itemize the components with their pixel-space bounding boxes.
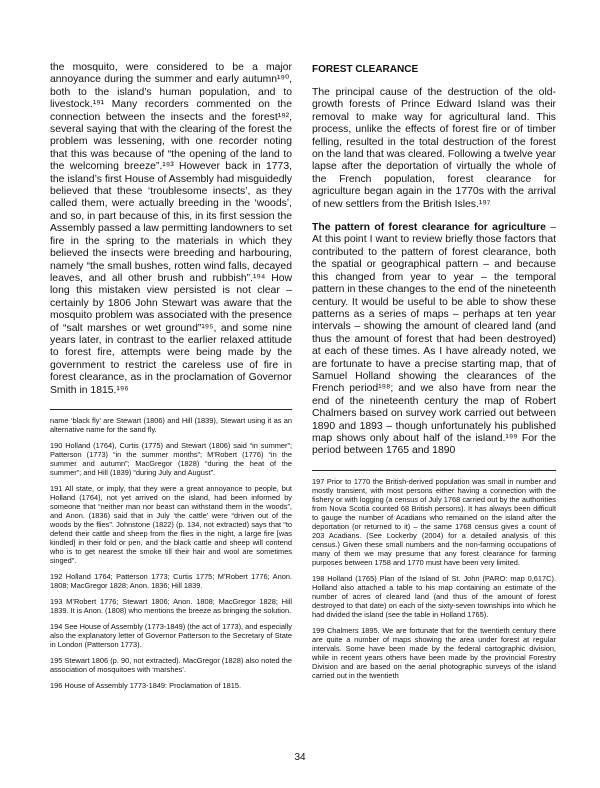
footnote-192: 192 Holland 1764; Patterson 1773; Curtis 1775; M’Robert 1776; Anon. 1808; MacGregor 1828; Anon. 1836; Hill 1839. <box>50 571 292 590</box>
page-number: 34 <box>294 752 306 763</box>
right-paragraph-1: The principal cause of the destruction of the old-growth forests of Prince Edward Island was their removal to make way for agricultural land. This process, unlike the effects of forest fire or of timber felling, resulted in the total destruction of the forest on the land that was cleared. Following a twelve year lapse after the deportation of virtually the whole of the French population, forest clearance for agriculture began again in the 1770s with the arrival of new settlers from the British Isles.¹⁹⁷ <box>312 87 556 210</box>
left-body-paragraph: the mosquito, were considered to be a major annoyance during the summer and early autumn¹⁹⁰, both to the island’s human population, and to livestock.¹⁹¹ Many recorders commented on the connection between the insects and the forest¹⁹², several saying that with the clearing of the forest the problem was lessening, with one recorder noting that this was because of “the opening of the land to the welcoming breeze”.¹⁹³ However back in 1773, the island’s first House of Assembly had misguidedly believed that these ‘troublesome insects’, as they called them, were actually breeding in the ‘woods’, and so, in part because of this, in its first session the Assembly passed a law permitting landowners to set fire in the spring to the materials in which they believed the insects were breeding and harbouring, namely “the small bushes, rotten wind falls, decayed leaves, and all other brush and rubbish”.¹⁹⁴ How long this mistaken view persisted is not clear – certainly by 1806 John Stewart was aware that the mosquito problem was associated with the presence of “salt marshes or wet ground”¹⁹⁵, and some nine years later, in contrast to the earlier relaxed attitude to forest fire, attempts were being made by the government to restrict the careless use of fire in forest clearance, as in the proclamation of Governor Smith in 1815.¹⁹⁶ <box>50 62 292 396</box>
right-column <box>312 62 556 687</box>
footnote-193: 193 M’Robert 1776; Stewart 1806; Anon. 1808; MacGregor 1828; Hill 1839. It is Anon. (1808) who mentions the breeze as bringing the solution. <box>50 596 292 615</box>
section-heading: FOREST CLEARANCE <box>312 64 419 75</box>
footnote-190: 190 Holland (1764), Curtis (1775) and Stewart (1806) said “in summer”; Patterson (1773) “in the summer months”; M’Robert (1776) “in the summer and autumn”; MacGregor (1828) “during the heat of the summer”; and Hill (1839) “during July and August”. <box>50 440 292 477</box>
footnote-196: 196 House of Assembly 1773-1849: Proclamation of 1815. <box>50 680 242 690</box>
footnote-continued: name ‘black fly’ are Stewart (1806) and Hill (1839), Stewart using it as an alternative name for the sand fly. <box>50 415 292 434</box>
footnote-divider <box>50 409 292 410</box>
footnote-199: 199 Chalmers 1895. We are fortunate that for the twentieth century there are quite a number of maps showing the area under forest at regular intervals. Some have been made by the federal cartographic division, while in recent years others have been made by the provincial Forestry Division and are based on the aerial photographic surveys of the island carried out in the twentieth <box>312 625 556 680</box>
footnote-195: 195 Stewart 1806 (p. 90, not extracted). MacGregor (1828) also noted the association of mosquitoes with ‘marshes’. <box>50 655 292 674</box>
right-paragraph-2 <box>312 222 556 458</box>
footnote-divider-right <box>312 470 556 471</box>
right-paragraph-2-text: – At this point I want to review briefly those factors that contributed to the pattern of forest clearance, both the spatial or geographical pattern – and because this changed from year to year – the temporal pattern in these changes to the end of the nineteenth century. It would be useful to be able to show these patterns as a series of maps – perhaps at ten year intervals – showing the amount of cleared land (and thus the amount of forest that had been destroyed) at each of these times. As I have already noted, we are fortunate to have a precise starting map, that of Samuel Holland showing the clearances of the French period¹⁹⁸; and we also have from near the end of the nineteenth century the map of Robert Chalmers based on survey work carried out between 1890 and 1893 – though unfortunately his published map shows only about half of the island.¹⁹⁹ For the period between 1765 and 1890 <box>312 222 557 457</box>
subheading-inline: The pattern of forest clearance for agriculture <box>312 222 546 234</box>
footnote-197: 197 Prior to 1770 the British-derived population was small in number and mostly transient, with most persons either having a connection with the fishery or with logging (a census of July 1768 carried out by the authorities from Nova Scotia counted 68 British persons). It has always been difficult to gauge the number of Acadians who remained on the island after the deportation (or returned to it) – the same 1768 census gives a count of 203 Acadians. (See Lockerby (2004) for a detailed analysis of this census.) Given these small numbers and the non-farming occupations of many of them we may presume that any forest clearance for farming purposes between 1758 and 1770 must have been very limited. <box>312 476 556 567</box>
footnote-194: 194 See House of Assembly (1773-1849) (the act of 1773), and especially also the explanatory letter of Governor Patterson to the Secretary of State in London (Patterson 1773). <box>50 621 292 649</box>
footnote-191: 191 All state, or imply, that they were a great annoyance to people, but Holland (1764), not yet arrived on the island, had been informed by someone that “neither man nor beast can withstand them in the woods”, and Anon. (1836) said that in July ‘the cattle’ were “driven out of the woods by the flies”. Johnstone (1822) (p. 134, not extracted) says that “to defend their cattle and sheep from the flies in the night, a large fire [was kindled] in their fold or pen, and the black cattle and sheep will contend who is to get nearest the smoke till their hair and wool are sometimes singed”. <box>50 483 292 565</box>
left-column <box>50 62 292 697</box>
footnote-198: 198 Holland (1765) Plan of the Island of St. John (PARO: map 0,617C). Holland also attached a table to his map containing an estimate of the number of acres of cleared land (and thus of the amount of forest destroyed to that date) on each of the sixty-seven townships into which he had divided the island (see the table in Holland 1765). <box>312 573 556 619</box>
